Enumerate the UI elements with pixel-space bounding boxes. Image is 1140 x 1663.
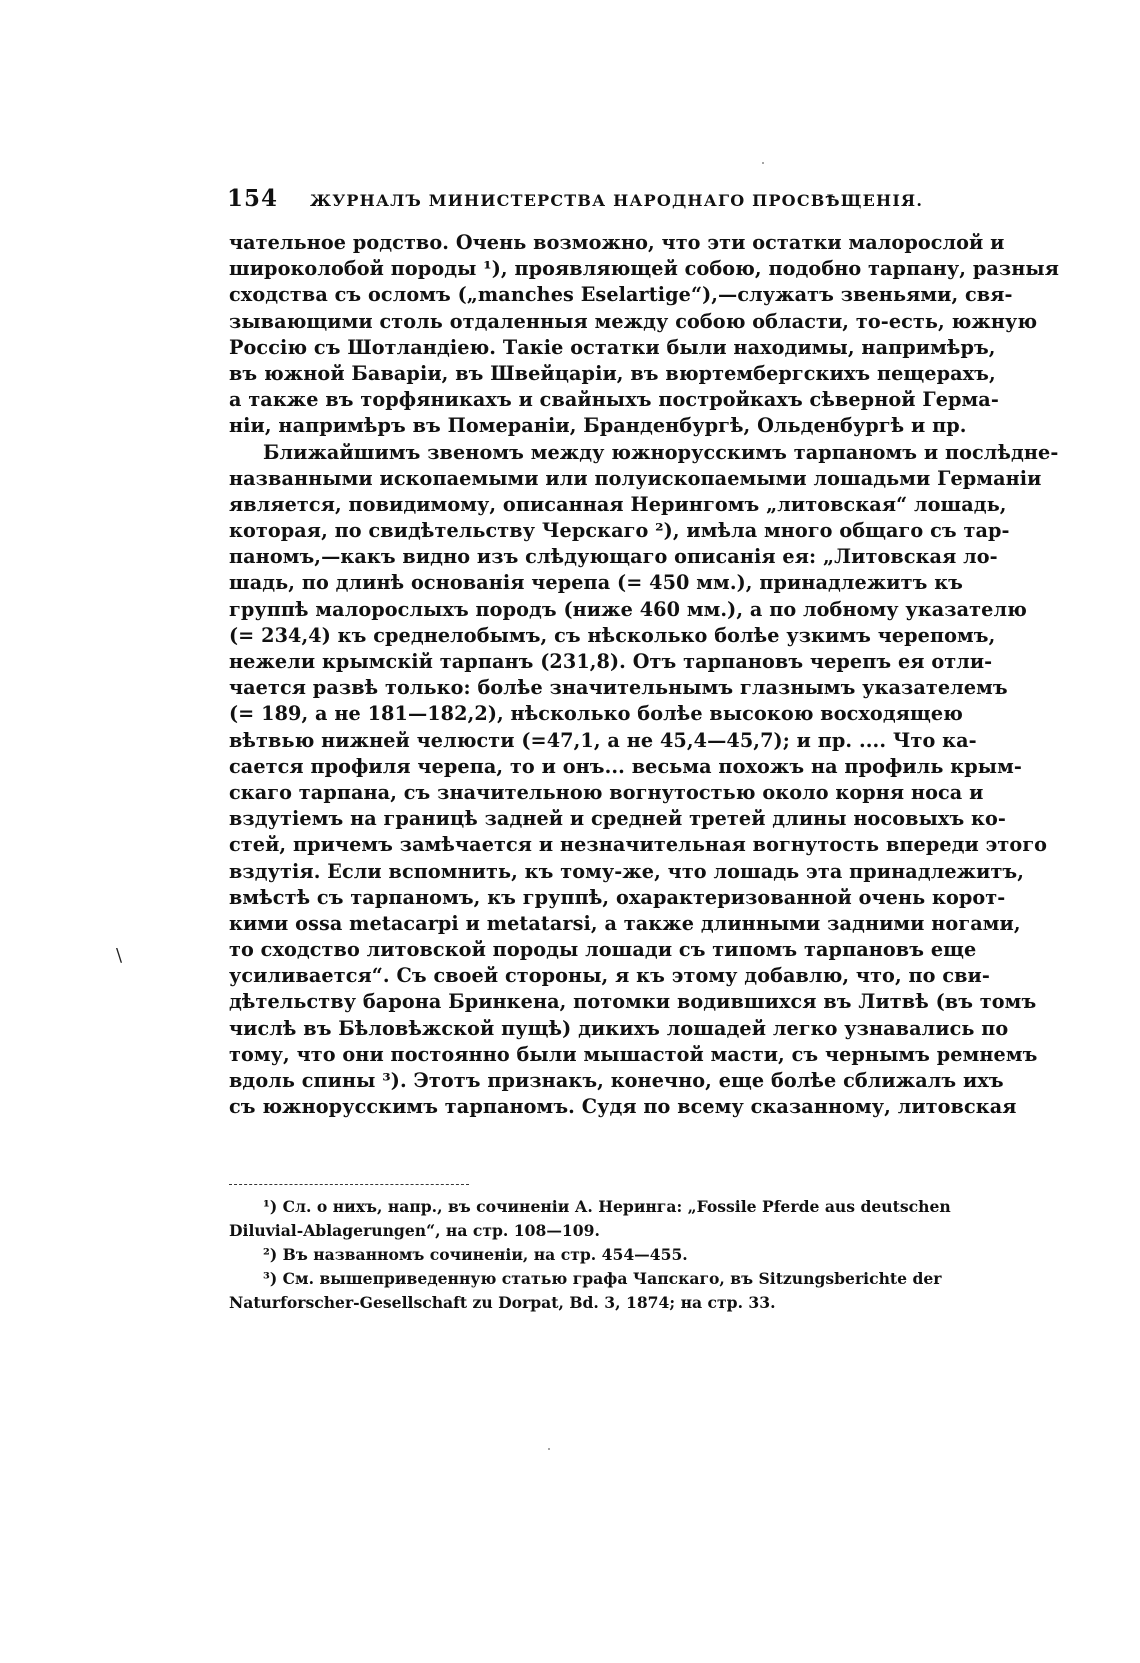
text-line: Россію съ Шотландіею. Такіе остатки были находимы, напримѣръ, [229, 335, 996, 359]
text-line: а также въ торфяникахъ и свайныхъ постройкахъ сѣверной Герма- [229, 388, 999, 412]
text-line: усиливается“. Съ своей стороны, я къ этому добавлю, что, по сви- [229, 964, 990, 988]
footnote-1-continuation: Diluvial-Ablagerungen“, на стр. 108—109. [229, 1221, 600, 1240]
text-line: (= 189, а не 181—182,2), нѣсколько болѣе высокою восходящею [229, 702, 963, 726]
running-title: ЖУРНАЛЪ МИНИСТЕРСТВА НАРОДНАГО ПРОСВѢЩЕНІЯ. [310, 191, 924, 210]
text-line: вздутіемъ на границѣ задней и средней третей длины носовыхъ ко- [229, 807, 1006, 831]
footnote-2: ²) Въ названномъ сочиненіи, на стр. 454—455. [263, 1245, 688, 1264]
scan-speck [548, 1448, 550, 1450]
text-line: вѣтвью нижней челюсти (=47,1, а не 45,4—45,7); и пр. .... Что ка- [229, 728, 977, 752]
text-line: чается развѣ только: болѣе значительнымъ глазнымъ указателемъ [229, 676, 1008, 700]
text-line: то сходство литовской породы лошади съ типомъ тарпановъ еще [229, 938, 977, 962]
text-line: нежели крымскій тарпанъ (231,8). Отъ тарпановъ черепъ ея отли- [229, 650, 993, 673]
footnote-3: ³) См. вышеприведенную статью графа Чапскаго, въ Sitzungsberichte der [263, 1269, 942, 1288]
footnote-separator [229, 1184, 469, 1185]
text-line: съ южнорусскимъ тарпаномъ. Судя по всему сказанному, литовская [229, 1095, 1017, 1119]
text-line: зывающими столь отдаленныя между собою области, то-есть, южную [229, 309, 1038, 333]
text-line: числѣ въ Бѣловѣжской пущѣ) дикихъ лошадей легко узнавались по [229, 1016, 1009, 1040]
body-text [229, 230, 1059, 1120]
text-line: сходства съ осломъ („manches Eselartige“),—служатъ звеньями, свя- [229, 283, 1013, 307]
footnote-3-continuation: Naturforscher-Gesellschaft zu Dorpat, Bd. 3, 1874; на стр. 33. [229, 1293, 776, 1312]
paragraph-start-line: Ближайшимъ звеномъ между южнорусскимъ тарпаномъ и послѣдне- [263, 440, 1059, 464]
text-line: является, повидимому, описанная Нерингомъ „литовская“ лошадь, [229, 492, 1007, 516]
text-line: стей, причемъ замѣчается и незначительная вогнутость впереди этого [229, 833, 1048, 857]
text-line: названными ископаемыми или полуископаемыми лошадьми Германіи [229, 466, 1042, 490]
text-line: кими ossa metacarpi и metatarsi, а также длинными задними ногами, [229, 911, 1021, 935]
text-line: скаго тарпана, съ значительною вогнутостью около корня носа и [229, 780, 984, 804]
text-line: вмѣстѣ съ тарпаномъ, къ группѣ, охарактеризованной очень корот- [229, 885, 1006, 909]
text-line: вдоль спины ³). Этотъ признакъ, конечно, еще болѣе сближалъ ихъ [229, 1069, 1004, 1092]
text-line: въ южной Баваріи, въ Швейцаріи, въ вюртембергскихъ пещерахъ, [229, 361, 996, 385]
text-line: вздутія. Если вспомнить, къ тому-же, что лошадь эта принадлежитъ, [229, 859, 1025, 883]
margin-pencil-mark: \ [116, 945, 123, 966]
page-number: 154 [227, 185, 279, 212]
text-line: чательное родство. Очень возможно, что эти остатки малорослой и [229, 231, 1005, 254]
scan-speck [762, 162, 764, 164]
text-line: ніи, напримѣръ въ Помераніи, Бранденбургѣ, Ольденбургѣ и пр. [229, 414, 967, 438]
text-line: которая, по свидѣтельству Черскаго ²), имѣла много общаго съ тар- [229, 519, 1010, 543]
text-line: широколобой породы ¹), проявляющей собою, подобно тарпану, разныя [229, 257, 1059, 281]
text-line: (= 234,4) къ среднелобымъ, съ нѣсколько болѣе узкимъ черепомъ, [229, 623, 996, 647]
footnote-1: ¹) Сл. о нихъ, напр., въ сочиненіи А. Неринга: „Fossile Pferde aus deutschen [263, 1197, 951, 1216]
text-line: группѣ малорослыхъ породъ (ниже 460 мм.), а по лобному указателю [229, 597, 1027, 621]
running-header [227, 185, 927, 212]
text-line: шадь, по длинѣ основанія черепа (= 450 мм.), принадлежитъ къ [229, 571, 964, 595]
text-line: паномъ,—какъ видно изъ слѣдующаго описанія ея: „Литовская ло- [229, 545, 998, 569]
text-line: дѣтельству барона Бринкена, потомки водившихся въ Литвѣ (въ томъ [229, 990, 1037, 1014]
text-line: сается профиля черепа, то и онъ... весьма похожъ на профиль крым- [229, 754, 1022, 778]
text-line: тому, что они постоянно были мышастой масти, съ чернымъ ремнемъ [229, 1042, 1038, 1066]
footnotes [229, 1195, 951, 1315]
